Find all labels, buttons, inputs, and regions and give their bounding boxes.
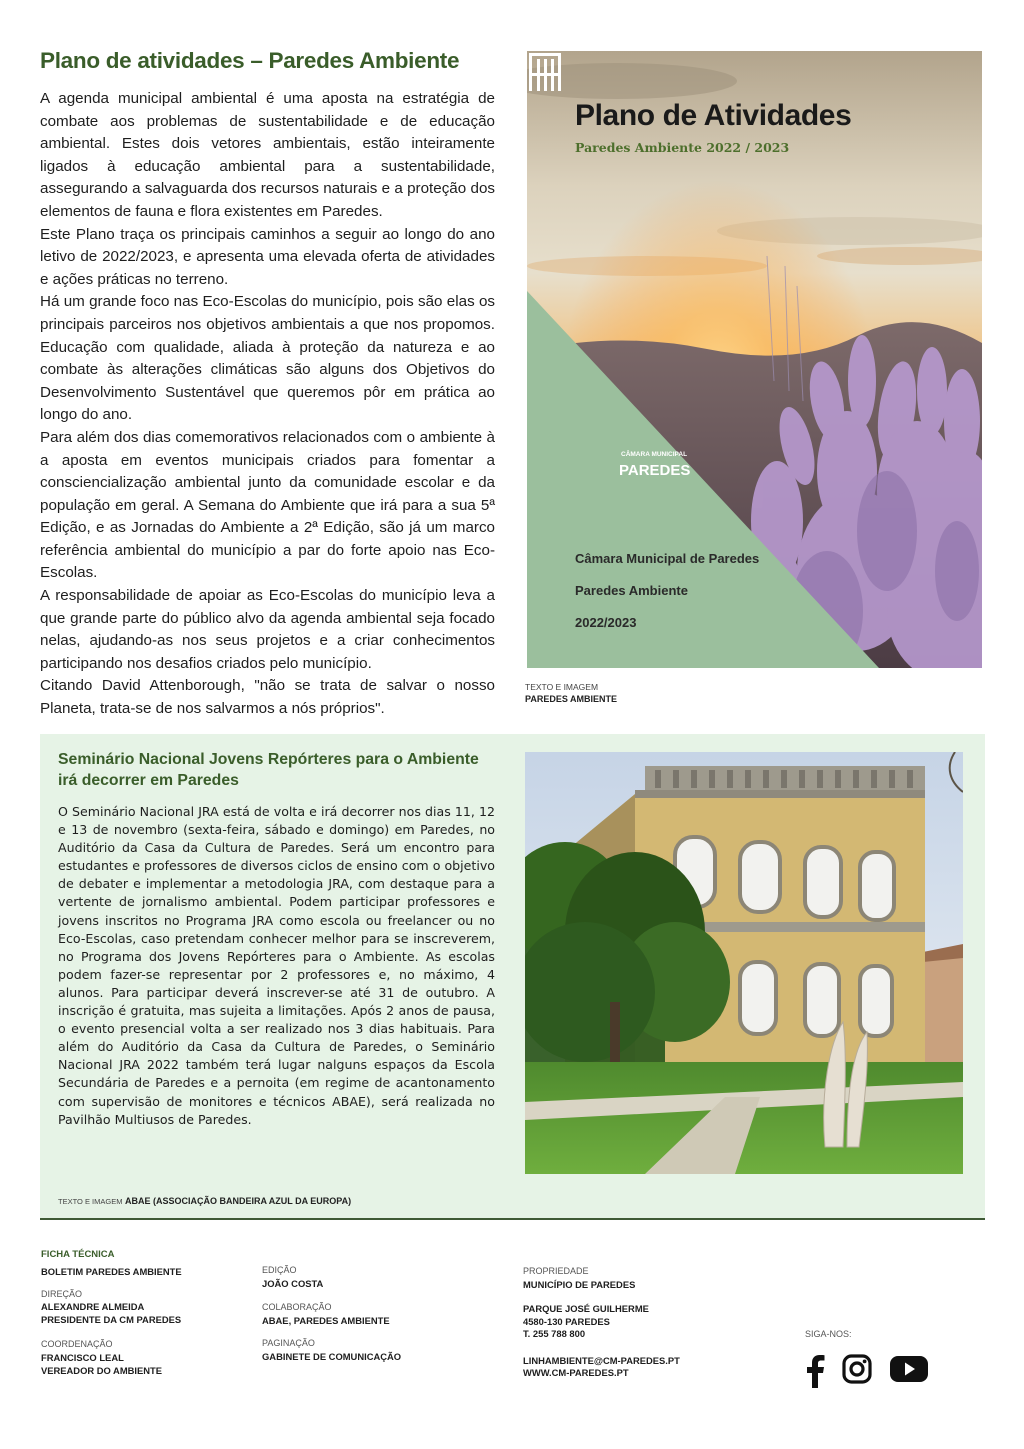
coordenacao-role: VEREADOR DO AMBIENTE xyxy=(41,1365,163,1376)
paragraph: Há um grande foco nas Eco-Escolas do município, pois são elas os principais parceiros nos objetivos ambientais a que nos propomos. Educação com qualidade, aliada à proteção da natureza e ao combate às alterações climáticas são alguns dos Objetivos do Desenvolvimento Sustentável que queremos pôr em prática ao longo do ano. xyxy=(40,293,495,424)
camara-municipal-logo-icon xyxy=(527,51,567,93)
edicao-value: JOÃO COSTA xyxy=(262,1278,324,1289)
plan-cover-image xyxy=(527,51,982,668)
instagram-icon[interactable] xyxy=(842,1354,872,1384)
website-link[interactable]: WWW.CM-PAREDES.PT xyxy=(523,1367,629,1378)
logo-text-big: PAREDES xyxy=(619,462,691,479)
cover-year: 2022/2023 xyxy=(575,615,637,630)
seminar-title: Seminário Nacional Jovens Repórteres para o Ambiente irá decorrer em Paredes xyxy=(58,751,479,789)
image-credit xyxy=(525,682,617,704)
colaboracao-label: COLABORAÇÃO xyxy=(262,1302,332,1312)
logo-text-small: CÂMARA MUNICIPAL xyxy=(621,451,688,458)
paragraph: A responsabilidade de apoiar as Eco-Escolas do município leva a que grande parte do público alvo da agenda ambiental seja focado nelas, ajudando-as nos seus projetos e a criar conhecimentos participando nos desafios criados pelo município. xyxy=(40,587,495,672)
paginacao-value: GABINETE DE COMUNICAÇÃO xyxy=(262,1351,402,1362)
email-link[interactable]: LINHAMBIENTE@CM-PAREDES.PT xyxy=(523,1355,680,1366)
edicao-label: EDIÇÃO xyxy=(262,1265,297,1275)
seminar-body: O Seminário Nacional JRA está de volta e irá decorrer nos dias 11, 12 e 13 de novembro (sexta-feira, sábado e domingo) em Paredes, no Auditório da Casa da Cultura de Paredes. Será um encontro para estudantes e professores de diversos ciclos de ensino com o objetivo de debater e implementar a metodologia JRA, com destaque para a vertente de jornalismo ambiental. Podem participar professores e jovens inscritos no Programa JRA como escola ou freelancer ou no Eco-Escolas, caso pretendam conhecer melhor para se inscreverem, no Programa dos Jovens Repórteres para o Ambiente. As escolas podem fazer-se representar por 2 professores e, no máximo, 4 alunos. Para participar deverá inscrever-se até 31 de outubro. A inscrição é gratuita, mas sujeita a limitações. Após 2 anos de pausa, o evento presencial volta a ser realizado nos 3 dias habituais. Para além do Auditório da Casa da Cultura de Paredes, o Seminário Nacional JRA 2022 também terá lugar nalguns espaços da Escola Secundária de Paredes e a pernoita (em regime de acantonamento com supervisão de monitores e técnicos ABAE), será realizada no Pavilhão Multiusos de Paredes. xyxy=(58,804,495,1127)
facebook-icon[interactable] xyxy=(805,1354,825,1388)
paginacao-label: PAGINAÇÃO xyxy=(262,1338,315,1348)
credit-label: TEXTO E IMAGEM xyxy=(58,1197,123,1206)
propriedade-value: MUNICÍPIO DE PAREDES xyxy=(523,1279,636,1290)
direcao-role: PRESIDENTE DA CM PAREDES xyxy=(41,1314,182,1325)
paragraph: Citando David Attenborough, "não se trata de salvar o nosso Planeta, trata-se de nos salvarmos a nós próprios". xyxy=(40,677,495,718)
address-line-2: 4580-130 PAREDES xyxy=(523,1316,610,1327)
paragraph: A agenda municipal ambiental é uma aposta na estratégia de combate aos problemas de sustentabilidade e de educação ambiental. Estes dois vetores ambientais, estão inteiramente ligados à educação ambiental para a sustentabilidade, assegurando a salvaguarda dos recursos naturais e a proteção dos elementos de fauna e flora existentes em Paredes. xyxy=(40,90,495,220)
cover-subtitle: Paredes Ambiente 2022 / 2023 xyxy=(575,140,790,155)
cover-publisher: Câmara Municipal de Paredes xyxy=(575,551,760,566)
credit-value: PAREDES AMBIENTE xyxy=(525,694,618,704)
direcao-name: ALEXANDRE ALMEIDA xyxy=(41,1301,145,1312)
article-title: Plano de atividades – Paredes Ambiente xyxy=(40,48,460,73)
casa-da-cultura-photo xyxy=(525,752,963,1174)
address-line-1: PARQUE JOSÉ GUILHERME xyxy=(523,1303,649,1314)
seminar-credit xyxy=(58,1196,351,1206)
credit-value: ABAE (ASSOCIAÇÃO BANDEIRA AZUL DA EUROPA) xyxy=(124,1196,352,1206)
phone-number: T. 255 788 800 xyxy=(523,1328,586,1339)
ficha-tecnica-heading: FICHA TÉCNICA xyxy=(41,1249,115,1260)
paragraph: Para além dos dias comemorativos relacionados com o ambiente à a aposta em eventos municipais criados para fomentar a consciencialização ambiental junto da comunidade escolar e da população em geral. A Semana do Ambiente que irá para a sua 5ª Edição, e as Jornadas do Ambiente a 2ª Edição, são já um marco referência ambiental do município a par do forte apoio nas Eco-Escolas. xyxy=(40,428,495,582)
credit-label: TEXTO E IMAGEM xyxy=(525,682,599,692)
youtube-icon[interactable] xyxy=(889,1354,929,1384)
coordenacao-name: FRANCISCO LEAL xyxy=(41,1352,124,1363)
follow-us-label: SIGA-NOS: xyxy=(805,1329,852,1339)
article-body xyxy=(40,88,495,721)
colaboracao-value: ABAE, PAREDES AMBIENTE xyxy=(262,1315,390,1326)
propriedade-label: PROPRIEDADE xyxy=(523,1266,589,1276)
bulletin-name: BOLETIM PAREDES AMBIENTE xyxy=(41,1266,182,1277)
cover-program: Paredes Ambiente xyxy=(575,583,688,598)
building-illustration xyxy=(525,752,963,1174)
direcao-label: DIREÇÃO xyxy=(41,1289,83,1299)
coordenacao-label: COORDENAÇÃO xyxy=(41,1339,113,1349)
paragraph: Este Plano traça os principais caminhos a seguir ao longo do ano letivo de 2022/2023, e apresenta uma elevada oferta de atividades e ações práticas no terreno. xyxy=(40,225,495,288)
cover-title: Plano de Atividades xyxy=(575,99,852,132)
